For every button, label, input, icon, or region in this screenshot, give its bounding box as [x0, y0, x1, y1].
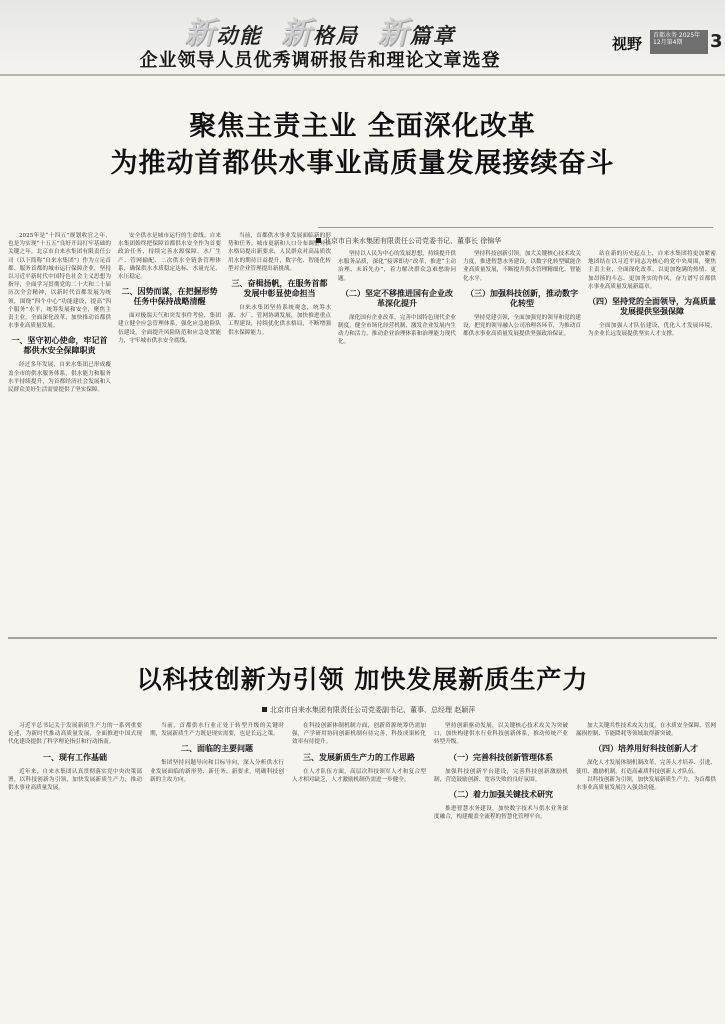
subhead: 二、面临的主要问题: [181, 744, 253, 754]
paragraph: 坚持党建引领，全面加强党的领导和党的建设，把党的领导融入公司治理各环节，为推动首都供水事业高质量发展提供坚强政治保证。: [463, 314, 581, 338]
subhead: （三）加强科技创新，推动数字化转型: [466, 288, 578, 308]
paragraph: 推进智慧水务建设，加快数字技术与供水业务深度融合，构建覆盖全流程的智慧化管理平台。: [434, 806, 568, 821]
article2-byline-text: 北京市自来水集团有限责任公司党委副书记、董事、总经理 赵颖萍: [270, 706, 476, 714]
slogan-word-2: 格局: [313, 24, 359, 48]
slogan-word-1: 动能: [216, 24, 263, 48]
subhead: （四）坚持党的全面领导，为高质量发展提供坚强保障: [588, 297, 716, 317]
article2-column-1: [8, 722, 142, 1020]
byline-square-icon: [262, 707, 267, 712]
article2-title: 以科技创新为引领 加快发展新质生产力: [136, 665, 589, 694]
paragraph: 当前，首都供水行业正处于转型升级的关键时期，发展新质生产力既是现实需要，也是长远之策。: [150, 723, 284, 738]
subhead: 一、现有工作基础: [43, 752, 107, 762]
paragraph: 以科技创新为引领，加快发展新质生产力，为首都供水事业高质量发展注入强劲动能。: [576, 776, 716, 792]
issue-info: 首都水务 2025年12月第4期: [650, 30, 708, 54]
page-number: 3: [710, 31, 723, 52]
subhead: 三、发展新质生产力的工作思路: [303, 752, 415, 762]
article1-title-line1: 聚焦主责主业 全面深化改革: [189, 111, 536, 142]
paragraph: 2025年是“十四五”规划收官之年，也是为实现“十五五”良好开局打牢基础的关键之年。北京市自来水集团有限责任公司（以下简称“自来水集团”）作为立足首都、服务首都的城市运行保障企业，坚持以习近平新时代中国特色社会主义思想为指导，全面学习贯彻党的二十大和二十届历次全会精神，以新时代首都发展为统领，围绕“四个中心”功能建设，提高“四个服务”水平，统筹发展和安全，聚焦主责主业，全面深化改革，加快推动首都供水事业高质量发展。: [8, 233, 111, 330]
article1-column-1: [8, 232, 111, 632]
article2-column-4: [434, 722, 568, 1020]
masthead-banner: [0, 0, 725, 76]
paragraph: 深化人才发展体制机制改革，完善人才培养、引进、使用、激励机制，打造高素质科技创新人才队伍。: [576, 760, 716, 775]
paragraph: 坚持创新驱动发展，以关键核心技术攻关为突破口，加快构建供水行业科技创新体系，推动传统产业转型升级。: [434, 723, 568, 746]
subhead: （一）完善科技创新管理体系: [449, 752, 553, 762]
subhead: 二、因势而谋，在把握形势任务中保持战略清醒: [121, 287, 218, 307]
article1-column-4: [338, 250, 456, 632]
paragraph: 近年来，自来水集团认真贯彻落实党中央决策部署，以科技创新为引领，加快发展新质生产力，推动供水事业高质量发展。: [8, 768, 142, 792]
paragraph: 习近平总书记关于发展新质生产力的一系列重要论述，为新时代推动高质量发展，全面推进中国式现代化建设提供了科学理论指引和行动指南。: [8, 723, 142, 746]
subhead: （二）坚定不移推进国有企业改革深化提升: [341, 288, 453, 308]
paragraph: 在科技创新体制机制方面，创新资源统筹仍需加强，产学研用协同创新机制有待完善，科技成果转化效率有待提升。: [292, 723, 426, 746]
article1-byline-text: 北京市自来水集团有限责任公司党委书记、董事长 徐锦华: [324, 237, 502, 245]
paragraph: 坚持以人民为中心的发展思想，持续提升供水服务品质，深化“接诉即办”改革，推进“主动治理、未诉先办”，着力解决群众急难愁盼问题。: [338, 251, 456, 282]
subhead: （二）着力加强关键技术研究: [449, 790, 553, 800]
article1-column-5: [463, 250, 581, 632]
paragraph: 全面加强人才队伍建设，优化人才发展环境，为企业长远发展提供坚实人才支撑。: [588, 323, 716, 338]
paragraph: 加强科技创新平台建设，完善科技创新激励机制，营造鼓励创新、宽容失败的良好氛围。: [434, 768, 568, 783]
article2-byline: [262, 705, 475, 715]
paragraph: 当前，首都供水事业发展面临新的形势和任务。城市更新和人口分布调整对供水格局提出新要求，人民群众对高品质饮用水的期待日益提升，数字化、智能化转型对企业管理提出新挑战。: [228, 233, 331, 272]
paragraph: 深化国有企业改革，完善中国特色现代企业制度，健全市场化经营机制，激发企业发展内生动力和活力，推动企业治理体系和治理能力现代化。: [338, 314, 456, 346]
paragraph: 面对极端天气和突发事件考验，集团建立健全应急管理体系，强化应急抢险队伍建设，全面提升风险防范和应急处置能力，守牢城市供水安全底线。: [118, 313, 221, 344]
article2-column-5: [576, 722, 716, 1020]
paragraph: 加大关键共性技术攻关力度，在水质安全保障、管网漏损控制、节能降耗等领域取得新突破。: [576, 723, 716, 738]
article1-column-6: [588, 250, 716, 632]
article1-title-line2: 为推动首都供水事业高质量发展接续奋斗: [110, 148, 615, 179]
slogan-word-3: 篇章: [409, 24, 456, 48]
slogan-char-2: 新: [281, 16, 313, 51]
article1-byline: [316, 236, 501, 246]
subhead: 一、坚守初心使命，牢记首都供水安全保障职责: [11, 336, 108, 356]
title-divider: [318, 227, 713, 228]
paragraph: 自来水集团坚持系统观念，统筹水源、水厂、管网协调发展，加快推进重点工程建设，持续优化供水格局，不断增强供水保障能力。: [228, 305, 331, 336]
paragraph: 经过多年发展，自来水集团已形成覆盖全市的供水服务体系，供水能力和服务水平持续提升，为首都经济社会发展和人民群众美好生活需要提供了坚实保障。: [8, 362, 111, 394]
section-label: 视野: [612, 35, 643, 53]
article-divider: [8, 637, 717, 639]
article1-column-2: [118, 232, 221, 632]
paragraph: 在人才队伍方面，高层次科技领军人才和复合型人才相对缺乏，人才激励机制仍需进一步健全。: [292, 768, 426, 783]
subhead: （四）培养用好科技创新人才: [594, 744, 698, 754]
article2-column-3: [292, 722, 426, 1020]
article1-column-3: [228, 232, 331, 632]
slogan-char-1: 新: [184, 16, 217, 51]
subhead: 三、奋楫扬帆，在服务首都发展中彰显使命担当: [231, 279, 328, 299]
paragraph: 站在新的历史起点上，自来水集团将更加紧密地团结在以习近平同志为核心的党中央周围，聚焦主责主业，全面深化改革，以更加饱满的热情、更加昂扬的斗志、更加务实的作风，奋力谱写首都供水事业高质量发展新篇章。: [588, 251, 716, 290]
masthead-subtitle: 企业领导人员优秀调研报告和理论文章选登: [139, 50, 501, 71]
paragraph: 坚持科技创新引领，加大关键核心技术攻关力度，推进智慧水务建设，以数字化转型赋能企业高质量发展，不断提升供水管理精细化、智能化水平。: [463, 251, 581, 282]
article2-column-2: [150, 722, 284, 1020]
slogan-char-3: 新: [377, 16, 410, 51]
paragraph: 集团坚持问题导向和目标导向，深入分析供水行业发展面临的新形势、新任务、新要求，明确科技创新的主攻方向。: [150, 760, 284, 783]
paragraph: 安全供水是城市运行的生命线。自来水集团始终把保障首都供水安全作为首要政治任务，持续完善水源保障、水厂生产、管网输配、二次供水全链条管理体系，确保供水水质稳定达标、水量充足、水压稳定。: [118, 233, 221, 281]
